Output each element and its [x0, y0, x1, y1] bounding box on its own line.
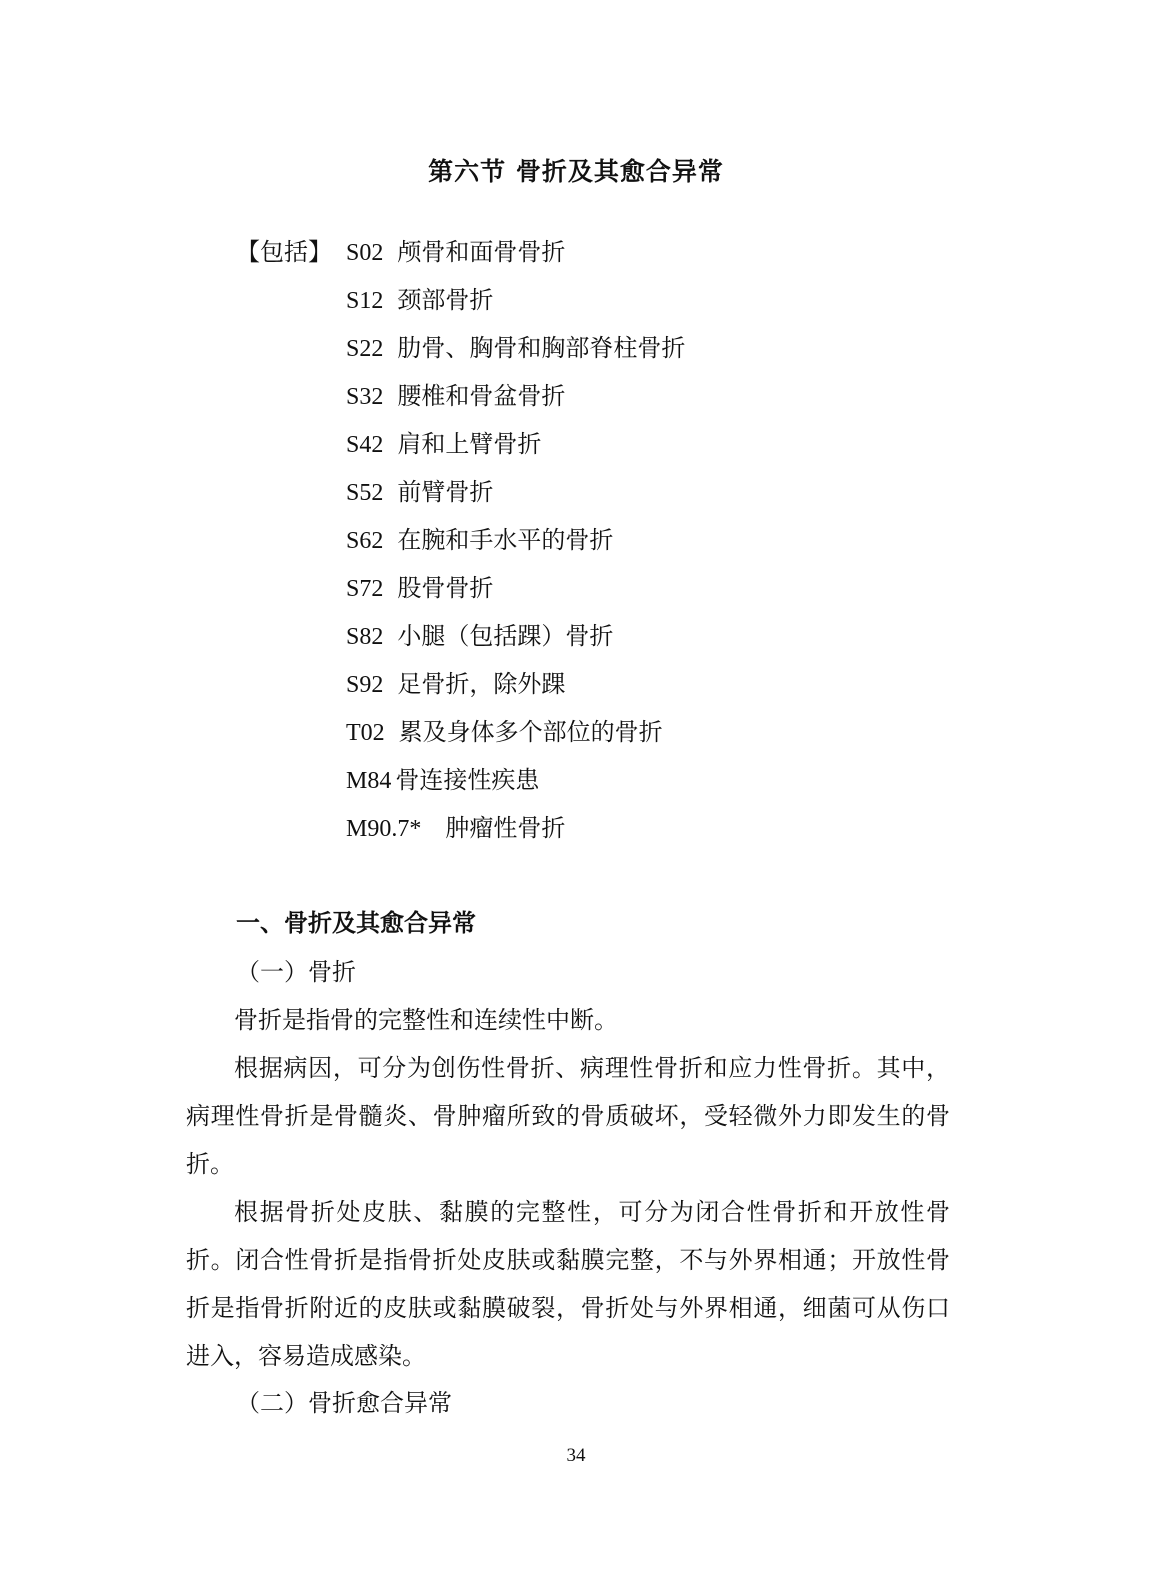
paragraph-skin-integrity: 根据骨折处皮肤、黏膜的完整性，可分为闭合性骨折和开放性骨折。闭合性骨折是指骨折处皮肤或黏膜完整，不与外界相通；开放性骨折是指骨折附近的皮肤或黏膜破裂，骨折处与外界相通，细菌可从伤口进入，容易造成感染。: [186, 1198, 950, 1370]
icd-code: S32: [346, 384, 384, 410]
icd-code: S72: [346, 576, 384, 602]
icd-description: 在腕和手水平的骨折: [397, 526, 614, 554]
icd-code: S92: [346, 672, 384, 698]
icd-description: 肿瘤性骨折: [445, 814, 566, 842]
list-item: [346, 616, 685, 664]
icd-code: M90.7*: [346, 816, 422, 842]
icd-description: 颅骨和面骨骨折: [397, 238, 566, 266]
list-item: [346, 760, 685, 808]
section-title: 第六节 骨折及其愈合异常: [428, 157, 724, 186]
list-item: [346, 712, 685, 760]
icd-description: 颈部骨折: [397, 286, 494, 314]
icd-code: S22: [346, 336, 384, 362]
list-item: [346, 328, 685, 376]
icd-description: 前臂骨折: [397, 478, 494, 506]
icd-code: S62: [346, 528, 384, 554]
list-item: [346, 472, 685, 520]
list-item: [346, 664, 685, 712]
icd-description: 腰椎和骨盆骨折: [397, 382, 566, 410]
icd-description: 累及身体多个部位的骨折: [398, 718, 663, 746]
includes-list: [346, 232, 685, 856]
icd-description: 骨连接性疾患: [395, 766, 540, 794]
paragraph-definition: 骨折是指骨的完整性和连续性中断。: [234, 1006, 618, 1034]
list-item: [346, 376, 685, 424]
icd-code: S02: [346, 240, 384, 266]
list-item: [346, 808, 685, 856]
list-item: [346, 280, 685, 328]
list-item: [346, 232, 685, 280]
list-item: [346, 424, 685, 472]
icd-code: S12: [346, 288, 384, 314]
paragraph-etiology: 根据病因，可分为创伤性骨折、病理性骨折和应力性骨折。其中，病理性骨折是骨髓炎、骨肿瘤所致的骨质破坏，受轻微外力即发生的骨折。: [186, 1054, 950, 1178]
subheading-healing-abnormality: （二）骨折愈合异常: [236, 1389, 452, 1417]
icd-description: 肩和上臂骨折: [397, 430, 542, 458]
includes-label: 【包括】: [236, 238, 332, 266]
icd-description: 足骨折，除外踝: [397, 670, 566, 698]
icd-code: S42: [346, 432, 384, 458]
icd-code: S52: [346, 480, 384, 506]
icd-code: T02: [346, 720, 385, 746]
list-item: [346, 520, 685, 568]
icd-description: 股骨骨折: [397, 574, 494, 602]
subheading-fracture: （一）骨折: [236, 958, 356, 986]
heading-level-1: 一、骨折及其愈合异常: [236, 908, 476, 937]
icd-code: M84: [346, 768, 392, 794]
page-number: 34: [566, 1445, 586, 1466]
icd-description: 肋骨、胸骨和胸部脊柱骨折: [397, 334, 686, 362]
icd-code: S82: [346, 624, 384, 650]
list-item: [346, 568, 685, 616]
icd-description: 小腿（包括踝）骨折: [397, 622, 614, 650]
